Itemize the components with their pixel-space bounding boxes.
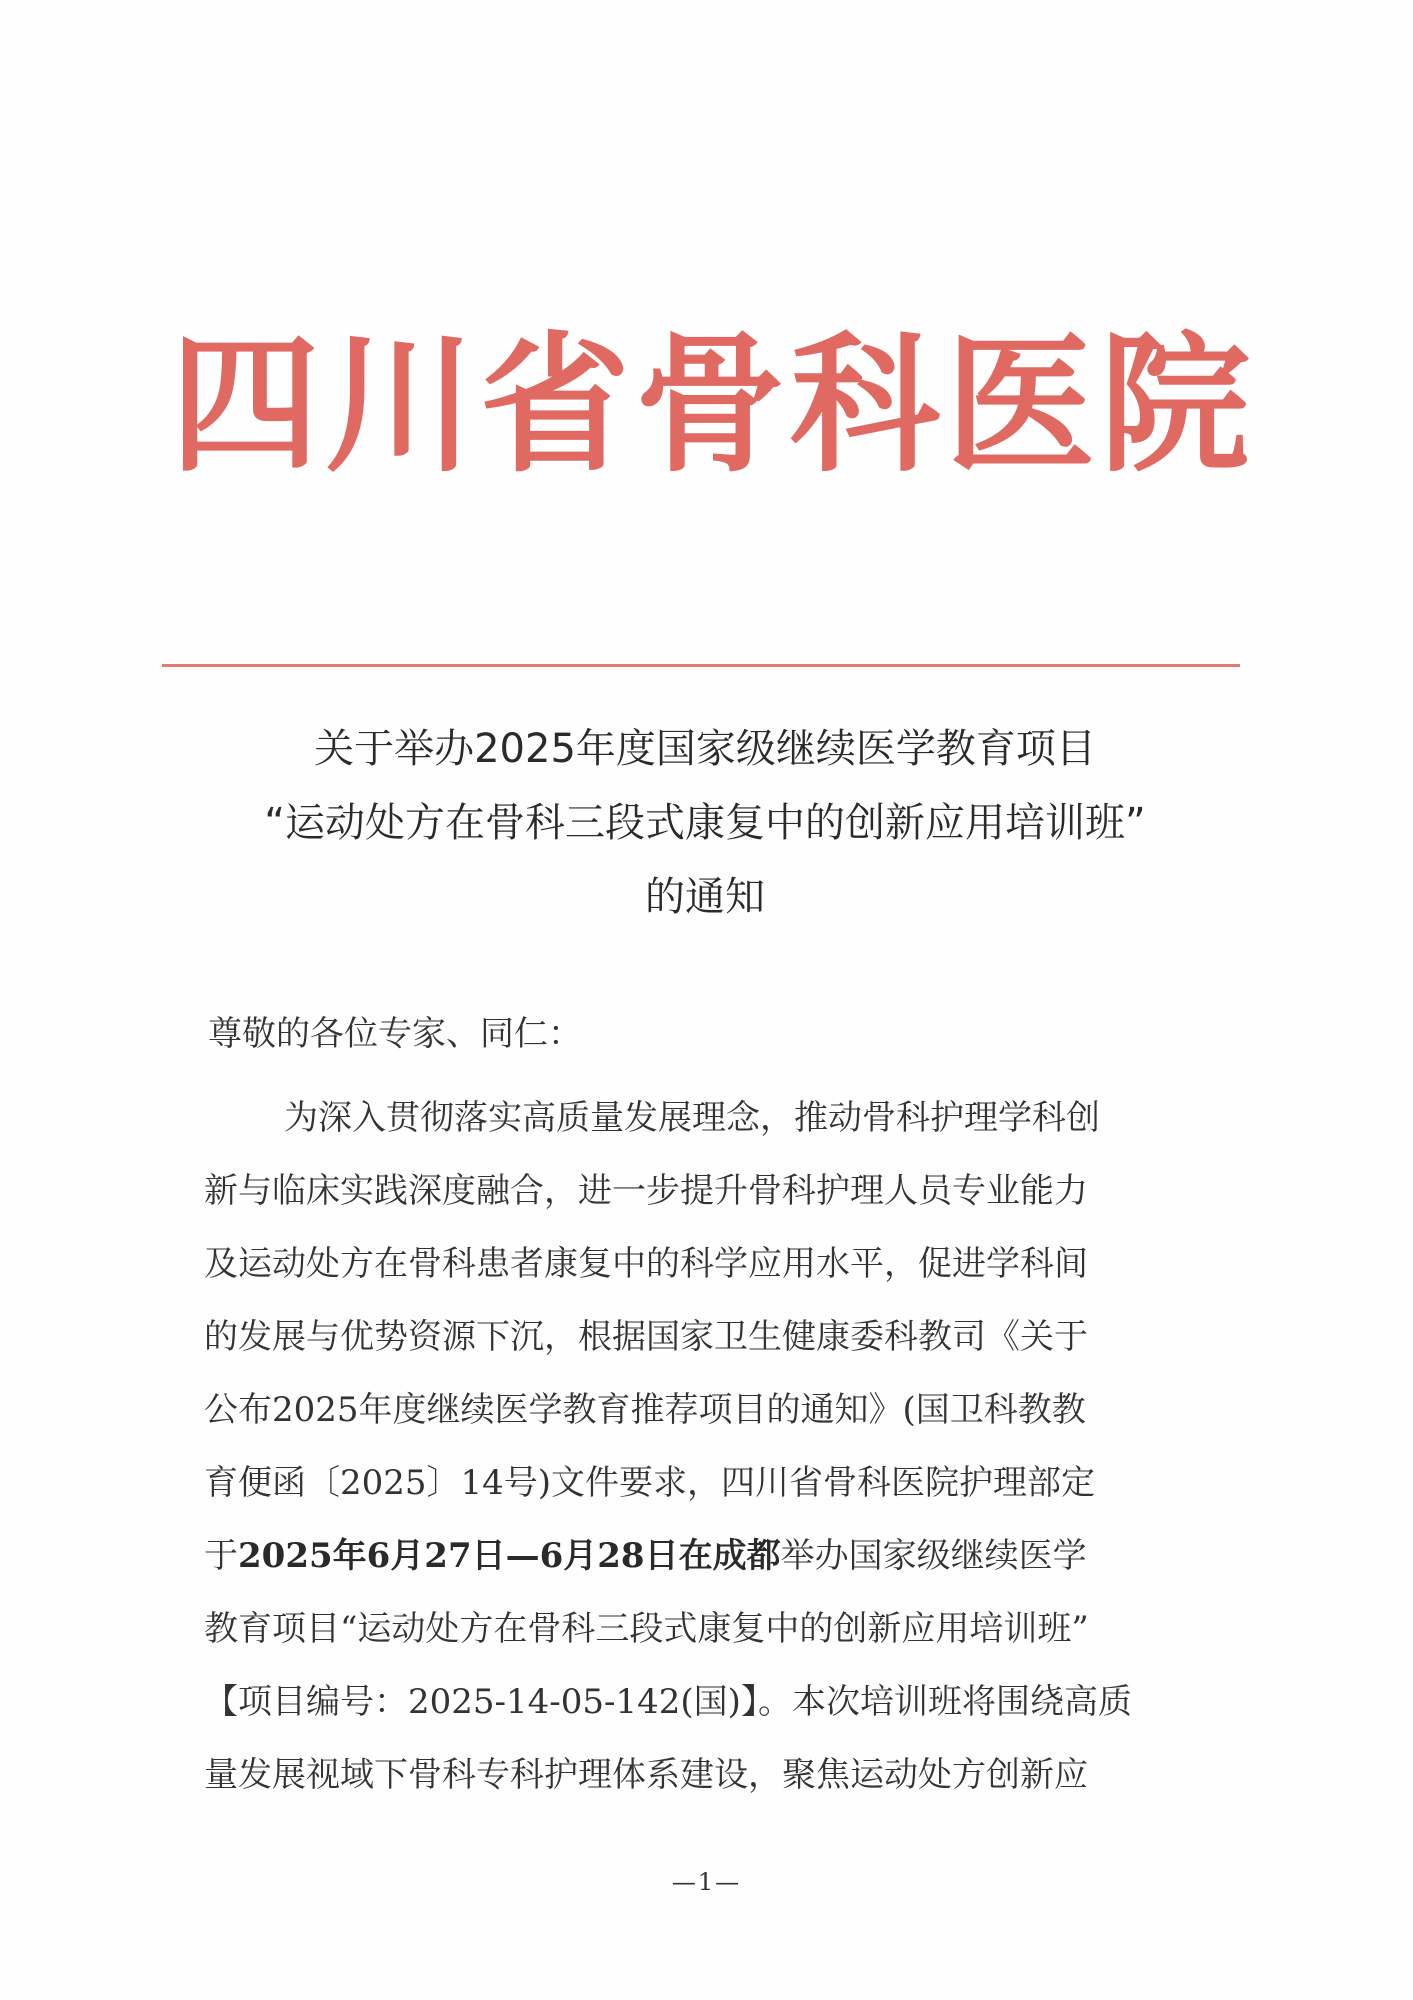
masthead-char: 院	[1099, 317, 1250, 493]
body-text-segment: 于	[204, 1536, 238, 1576]
page-number: —1—	[671, 1868, 742, 1896]
body-line-text: 及运动处方在骨科患者康复中的科学应用水平，促进学科间	[204, 1244, 1088, 1284]
body-line-text: 的发展与优势资源下沉，根据国家卫生健康委科教司《关于	[204, 1317, 1088, 1357]
body-line-text: 【项目编号：2025-14-05-142(国)】。本次培训班将围绕高质	[204, 1682, 1132, 1722]
body-line	[204, 1155, 1194, 1228]
body-line	[204, 1082, 1194, 1155]
body-line-text: 教育项目“运动处方在骨科三段式康复中的创新应用培训班”	[204, 1609, 1089, 1649]
masthead-char: 科	[789, 317, 940, 493]
document-title	[150, 712, 1260, 934]
red-divider-line	[162, 664, 1240, 667]
masthead-char: 川	[324, 317, 475, 493]
body-line	[204, 1228, 1194, 1301]
body-line-text: 新与临床实践深度融合，进一步提升骨科护理人员专业能力	[204, 1171, 1088, 1211]
body-line-text: 公布2025年度继续医学教育推荐项目的通知》(国卫科教教	[204, 1390, 1086, 1430]
salutation: 尊敬的各位专家、同仁：	[208, 1014, 582, 1054]
body-line	[204, 1374, 1194, 1447]
masthead-char: 省	[479, 317, 630, 493]
body-line-text	[204, 1520, 1087, 1593]
body-text-segment: 举办国家级继续医学	[780, 1536, 1087, 1576]
body-line	[204, 1520, 1194, 1593]
masthead-char: 四	[170, 317, 321, 493]
title-line-1: 关于举办2025年度国家级继续医学教育项目	[314, 726, 1096, 772]
body-line	[204, 1739, 1194, 1812]
body-line	[204, 1447, 1194, 1520]
title-line-2: “运动处方在骨科三段式康复中的创新应用培训班”	[264, 800, 1146, 846]
body-line	[204, 1593, 1194, 1666]
body-paragraph	[204, 1082, 1194, 1812]
event-date-location: 2025年6月27日—6月28日在成都	[238, 1536, 781, 1576]
body-line	[204, 1666, 1194, 1739]
masthead-char: 骨	[634, 317, 785, 493]
body-line-text: 育便函〔2025〕14号)文件要求，四川省骨科医院护理部定	[204, 1463, 1096, 1503]
masthead-char: 医	[944, 317, 1095, 493]
masthead-hospital-name	[170, 318, 1250, 493]
title-line-3: 的通知	[645, 874, 765, 920]
body-line-text: 为深入贯彻落实高质量发展理念，推动骨科护理学科创	[284, 1098, 1100, 1138]
body-line-text: 量发展视域下骨科专科护理体系建设，聚焦运动处方创新应	[204, 1755, 1088, 1795]
body-line	[204, 1301, 1194, 1374]
